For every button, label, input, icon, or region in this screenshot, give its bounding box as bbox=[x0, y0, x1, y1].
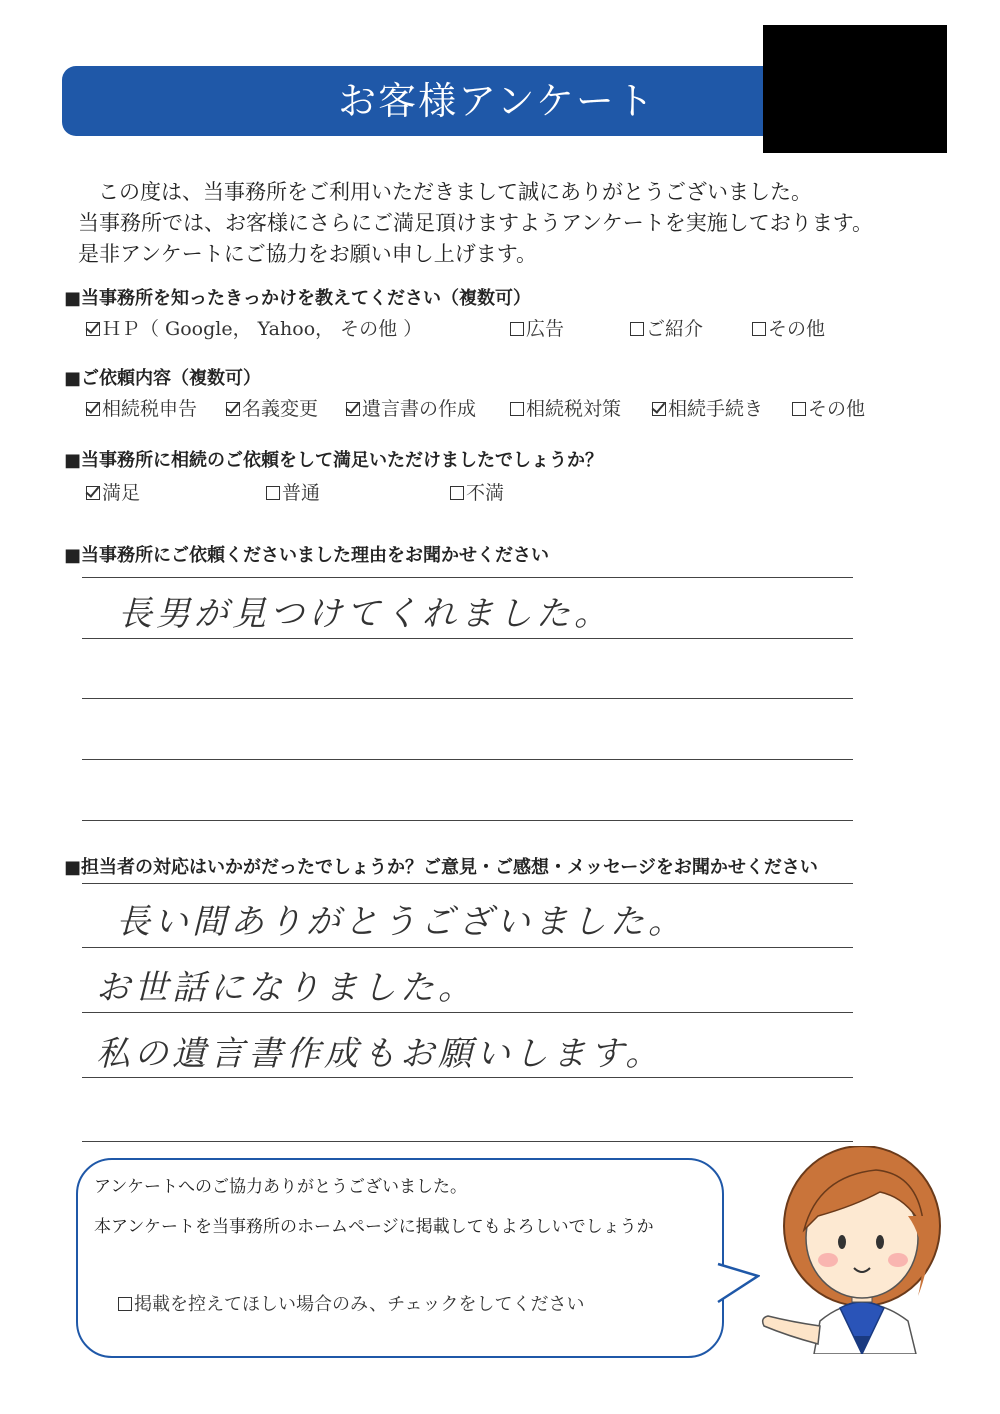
option-label: 遺言書の作成 bbox=[362, 398, 477, 420]
checkbox-icon[interactable] bbox=[118, 1297, 132, 1311]
checkbox-icon[interactable] bbox=[86, 486, 100, 500]
q1-heading: ■当事務所を知ったきっかけを教えてください（複数可） bbox=[64, 288, 532, 309]
q2-option-3[interactable] bbox=[346, 394, 476, 421]
answer-line bbox=[82, 820, 853, 821]
q1-option-ad[interactable] bbox=[510, 314, 564, 341]
q5-heading: ■担当者の対応はいかがだったでしょうか？ご意見・ご感想・メッセージをお聞かせください bbox=[64, 857, 818, 878]
bubble-tail-icon bbox=[716, 1262, 760, 1306]
answer-line bbox=[82, 698, 853, 699]
intro-line-3: 是非アンケートにご協力をお願い申し上げます。 bbox=[78, 242, 538, 266]
q2-heading: ■ご依頼内容（複数可） bbox=[64, 368, 262, 389]
checkbox-icon[interactable] bbox=[450, 486, 464, 500]
q1-option-hp[interactable] bbox=[86, 314, 422, 341]
option-label: ご紹介 bbox=[646, 318, 704, 340]
q4-answer-line-1: 長男が見つけてくれました。 bbox=[118, 594, 612, 634]
answer-line bbox=[82, 1141, 853, 1142]
q3-heading: ■当事務所に相続のご依頼をして満足いただけましたでしょうか？ bbox=[64, 450, 604, 471]
option-label: 広告 bbox=[526, 318, 565, 340]
footer-optout[interactable] bbox=[118, 1290, 585, 1316]
q2-option-5[interactable] bbox=[652, 394, 763, 421]
q5-answer-line-1: 長い間ありがとうございました。 bbox=[116, 902, 686, 942]
checkbox-icon[interactable] bbox=[86, 402, 100, 416]
intro-line-2: 当事務所では、お客様にさらにご満足頂けますようアンケートを実施しております。 bbox=[78, 211, 874, 235]
option-label: 相続税対策 bbox=[526, 398, 622, 420]
checkbox-icon[interactable] bbox=[630, 322, 644, 336]
q3-option-unsatisfied[interactable] bbox=[450, 478, 504, 505]
checkbox-icon[interactable] bbox=[510, 322, 524, 336]
option-label: 普通 bbox=[282, 482, 321, 504]
checkbox-icon[interactable] bbox=[346, 402, 360, 416]
option-label: 相続手続き bbox=[668, 398, 764, 420]
q3-option-satisfied[interactable] bbox=[86, 478, 140, 505]
option-label: 満足 bbox=[102, 482, 141, 504]
q2-option-6[interactable] bbox=[792, 394, 865, 421]
option-label: ＨＰ（ Google， Yahoo， その他 ） bbox=[102, 318, 423, 340]
woman-illustration bbox=[758, 1146, 958, 1354]
option-label: 不満 bbox=[466, 482, 505, 504]
checkbox-icon[interactable] bbox=[86, 322, 100, 336]
option-label: 名義変更 bbox=[242, 398, 319, 420]
footer-thanks: アンケートへのご協力ありがとうございました。 bbox=[94, 1177, 467, 1197]
checkbox-icon[interactable] bbox=[226, 402, 240, 416]
q5-answer-line-3: 私の遺言書作成もお願いします。 bbox=[96, 1034, 664, 1074]
q3-option-normal[interactable] bbox=[266, 478, 320, 505]
intro-line-1: この度は、当事務所をご利用いただきまして誠にありがとうございました。 bbox=[98, 180, 812, 204]
q5-answer-line-2: お世話になりました。 bbox=[96, 968, 476, 1008]
option-label: その他 bbox=[808, 398, 866, 420]
answer-line bbox=[82, 1012, 853, 1013]
q1-option-other[interactable] bbox=[752, 314, 825, 341]
option-label: 相続税申告 bbox=[102, 398, 198, 420]
q2-option-1[interactable] bbox=[86, 394, 197, 421]
optout-label: 掲載を控えてほしい場合のみ、チェックをしてください bbox=[134, 1294, 585, 1315]
answer-line bbox=[82, 1077, 853, 1078]
checkbox-icon[interactable] bbox=[652, 402, 666, 416]
page-title: お客様アンケート bbox=[338, 79, 656, 123]
q2-option-4[interactable] bbox=[510, 394, 621, 421]
q4-heading: ■当事務所にご依頼くださいました理由をお聞かせください bbox=[64, 545, 550, 566]
q1-option-referral[interactable] bbox=[630, 314, 703, 341]
answer-line bbox=[82, 947, 853, 948]
redacted-area bbox=[763, 25, 947, 153]
answer-line bbox=[82, 883, 853, 884]
checkbox-icon[interactable] bbox=[266, 486, 280, 500]
answer-line bbox=[82, 759, 853, 760]
checkbox-icon[interactable] bbox=[510, 402, 524, 416]
answer-line bbox=[82, 638, 853, 639]
answer-line bbox=[82, 577, 853, 578]
footer-question: 本アンケートを当事務所のホームページに掲載してもよろしいでしょうか bbox=[94, 1217, 654, 1237]
checkbox-icon[interactable] bbox=[792, 402, 806, 416]
q2-option-2[interactable] bbox=[226, 394, 318, 421]
option-label: その他 bbox=[768, 318, 826, 340]
checkbox-icon[interactable] bbox=[752, 322, 766, 336]
